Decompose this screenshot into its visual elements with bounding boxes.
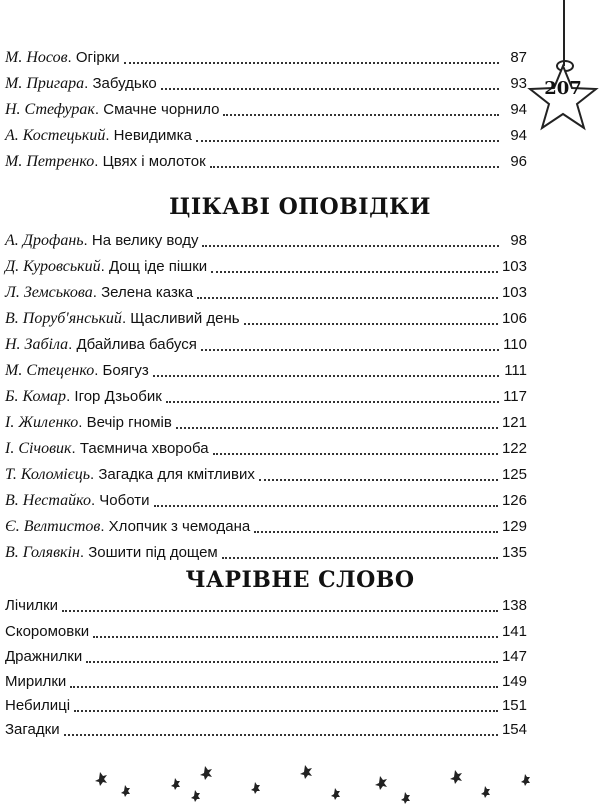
entry-title: Небилиці [5,697,71,714]
entry-page: 103 [501,284,527,301]
entry-title: Дощ іде пішки [108,258,208,275]
entry-author: Є. Велтистов [5,518,101,535]
entry-author: Л. Земськова [5,284,93,301]
entry-page: 94 [510,101,527,118]
leader-dots [244,322,498,325]
sparkle-icon [200,766,212,780]
entry-page: 135 [501,544,527,561]
entry-title: Ігор Дзьобик [74,388,162,405]
entry-author: І. Жиленко [5,414,79,431]
entry-page: 147 [501,648,527,665]
sparkle-icon [375,776,387,790]
section-heading: ЦІКАВІ ОПОВІДКИ [169,194,431,220]
entry-page: 138 [501,597,527,614]
leader-dots [223,113,499,116]
entry-page: 121 [501,414,527,431]
entry-title: Загадки [5,721,60,738]
entry-author: М. Стеценко [5,362,95,379]
leader-dots [197,296,498,299]
toc-entry: Л. Земськова . Зелена казка 103 [5,281,527,305]
entry-title: Зошити під дощем [88,544,218,561]
entry-page: 103 [501,258,527,275]
entry-author: І. Січовик [5,440,72,457]
leader-dots [64,733,498,736]
leader-dots [259,478,498,481]
entry-author: Б. Комар [5,388,67,405]
toc-entry: М. Пригара . Забудько 93 [5,72,527,96]
entry-page: 154 [501,721,527,738]
toc-entry: Н. Стефурак . Смачне чорнило 94 [5,98,527,122]
sparkle-ornament [80,760,550,805]
toc-entry: А. Дрофань . На велику воду 98 [5,229,527,253]
entry-title: Лічилки [5,597,59,614]
leader-dots [166,400,499,403]
sparkle-icon [121,785,130,797]
leader-dots [201,348,499,351]
leader-dots [153,374,499,377]
entry-title: Смачне чорнило [103,101,220,118]
entry-page: 141 [501,623,527,640]
toc-entry: Б. Комар . Ігор Дзьобик 117 [5,385,527,409]
entry-title: На велику воду [91,232,199,249]
entry-title: Таємнича хвороба [79,440,209,457]
toc-entry: М. Петренко . Цвях і молоток 96 [5,150,527,174]
leader-dots [202,244,499,247]
entry-author: В. Нестайко [5,492,91,509]
entry-page: 126 [501,492,527,509]
entry-title: Дбайлива бабуся [76,336,197,353]
sparkle-icon [481,786,490,798]
leader-dots [196,139,499,142]
page-number: 207 [544,78,582,99]
leader-dots [210,165,499,168]
leader-dots [70,685,498,688]
entry-title: Огірки [75,49,120,66]
sparkle-icon [251,782,260,794]
entry-page: 96 [510,153,527,170]
sparkle-icon [521,774,530,786]
entry-page: 93 [510,75,527,92]
entry-title: Щасливий день [130,310,240,327]
entry-title: Хлопчик з чемодана [108,518,251,535]
entry-title: Мирилки [5,673,67,690]
sparkle-icon [450,770,462,784]
entry-page: 125 [501,466,527,483]
leader-dots [124,61,499,64]
sparkle-icon [331,788,340,800]
sparkle-icon [401,792,410,804]
sparkle-icon [171,778,180,790]
entry-page: 110 [503,336,527,353]
entry-author: Н. Забіла [5,336,69,353]
leader-dots [93,635,498,638]
toc-entry: В. Поруб'янський . Щасливий день 106 [5,307,527,331]
entry-page: 98 [510,232,527,249]
entry-title: Зелена казка [101,284,194,301]
entry-author: А. Дрофань [5,232,84,249]
leader-dots [176,426,498,429]
sparkle-icon [300,765,312,779]
entry-page: 122 [501,440,527,457]
entry-title: Загадка для кмітливих [98,466,255,483]
toc-entry: Є. Велтистов . Хлопчик з чемодана 129 [5,515,527,539]
entry-author: Д. Куровський [5,258,101,275]
toc-entry [5,670,527,694]
entry-title: Забудько [92,75,157,92]
entry-page: 117 [503,388,527,405]
toc-entry: М. Носов . Огірки 87 [5,46,527,70]
toc-entry: М. Стеценко . Боягуз 111 [5,359,527,383]
entry-author: Н. Стефурак [5,101,95,118]
entry-page: 111 [504,362,527,379]
toc-entry: А. Костецький . Невидимка 94 [5,124,527,148]
toc-entry: Н. Забіла . Дбайлива бабуся 110 [5,333,527,357]
entry-title: Дражнилки [5,648,83,665]
entry-author: В. Голявкін [5,544,80,561]
entry-page: 149 [501,673,527,690]
toc-entry: В. Нестайко . Чоботи 126 [5,489,527,513]
leader-dots [213,452,498,455]
leader-dots [222,556,498,559]
entry-page: 151 [501,697,527,714]
toc-entry: І. Січовик . Таємнича хвороба 122 [5,437,527,461]
toc-entry: Д. Куровський . Дощ іде пішки 103 [5,255,527,279]
toc-entry: В. Голявкін . Зошити під дощем 135 [5,541,527,565]
entry-page: 94 [510,127,527,144]
toc-entry: Т. Коломієць . Загадка для кмітливих 125 [5,463,527,487]
sparkle-icon [95,772,107,786]
entry-author: А. Костецький [5,127,106,144]
entry-author: Т. Коломієць [5,466,90,483]
entry-author: М. Носов [5,49,68,66]
entry-title: Чоботи [99,492,150,509]
entry-page: 87 [510,49,527,66]
entry-title: Вечір гномів [86,414,172,431]
entry-title: Невидимка [113,127,192,144]
leader-dots [86,660,498,663]
toc-entry: І. Жиленко . Вечір гномів 121 [5,411,527,435]
toc-entry [5,718,527,742]
section-heading: ЧАРІВНЕ СЛОВО [185,567,415,593]
entry-title: Скоромовки [5,623,90,640]
entry-title: Боягуз [102,362,149,379]
leader-dots [254,530,498,533]
leader-dots [62,609,498,612]
entry-author: М. Петренко [5,153,95,170]
leader-dots [74,709,498,712]
leader-dots [154,504,498,507]
entry-page: 106 [501,310,527,327]
entry-author: В. Поруб'янський [5,310,122,327]
toc-entry [5,594,527,618]
entry-author: М. Пригара [5,75,85,92]
bookmark-string [563,0,565,66]
entry-title: Цвях і молоток [102,153,206,170]
entry-page: 129 [501,518,527,535]
toc-entry [5,620,527,644]
toc-entry [5,645,527,669]
sparkle-icon [191,790,200,802]
leader-dots [161,87,499,90]
toc-entry [5,694,527,718]
leader-dots [211,270,498,273]
